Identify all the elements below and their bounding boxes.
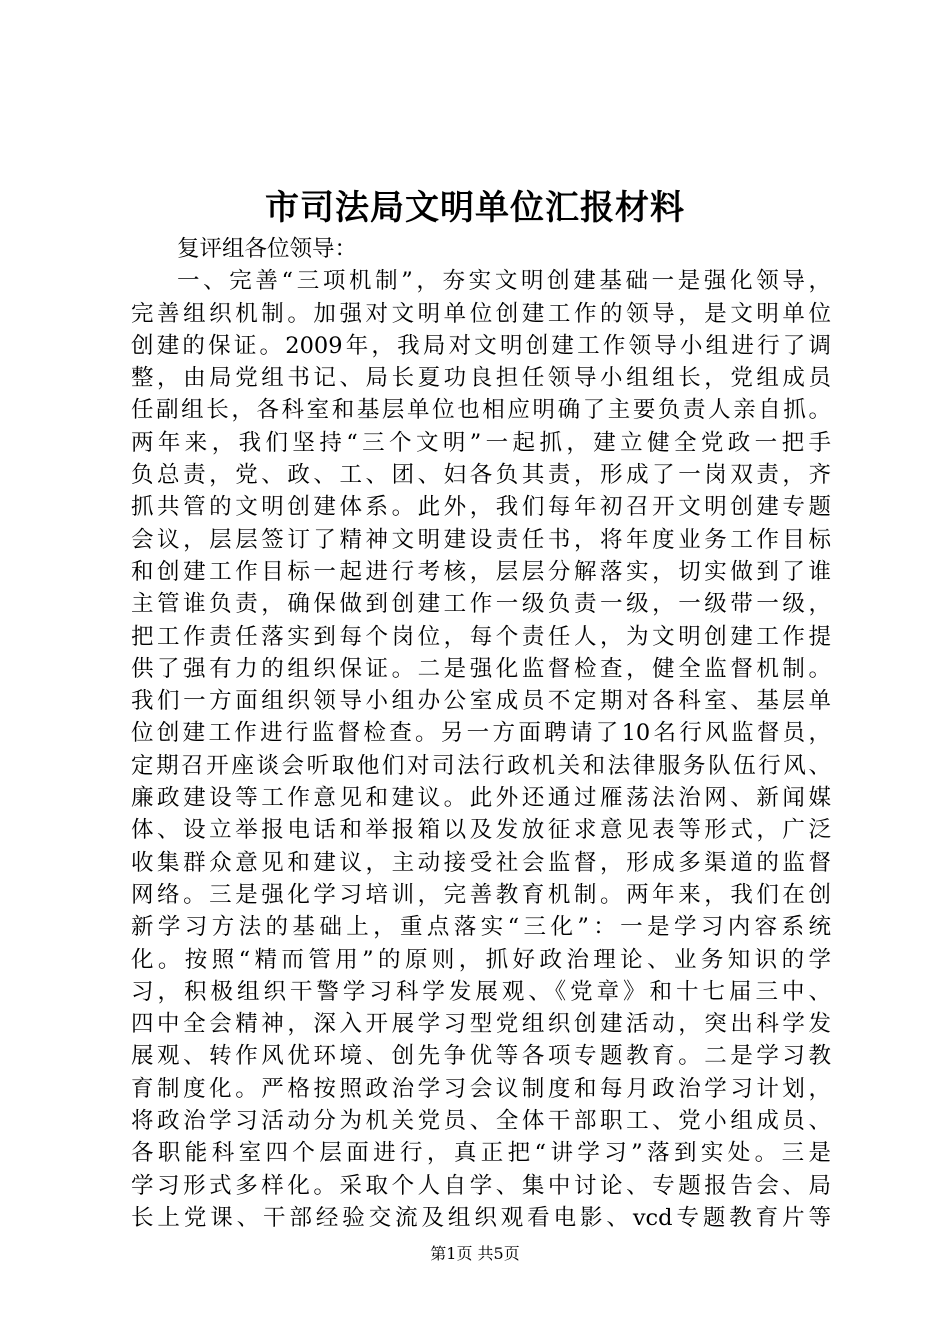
body-line: 我们一方面组织领导小组办公室成员不定期对各科室、基层单 xyxy=(131,688,831,715)
body-line: 收集群众意见和建议，主动接受社会监督，形成多渠道的监督 xyxy=(131,849,831,876)
body-line: 负总责，党、政、工、团、妇各负其责，形成了一岗双责，齐 xyxy=(131,462,831,489)
body-line: 完善组织机制。加强对文明单位创建工作的领导，是文明单位 xyxy=(131,300,831,327)
document-body xyxy=(131,233,831,1234)
body-line: 化。按照“精而管用”的原则，抓好政治理论、业务知识的学 xyxy=(131,946,831,973)
body-line: 供了强有力的组织保证。二是强化监督检查，健全监督机制。 xyxy=(131,655,831,682)
salutation-line: 复评组各位领导： xyxy=(177,236,358,262)
body-line: 廉政建设等工作意见和建议。此外还通过雁荡法治网、新闻媒 xyxy=(131,785,831,812)
body-line: 和创建工作目标一起进行考核，层层分解落实，切实做到了谁 xyxy=(131,558,831,585)
body-line: 将政治学习活动分为机关党员、全体干部职工、党小组成员、 xyxy=(131,1108,831,1135)
body-line: 会议，层层签订了精神文明建设责任书，将年度业务工作目标 xyxy=(131,526,831,553)
body-line: 把工作责任落实到每个岗位，每个责任人，为文明创建工作提 xyxy=(131,623,831,650)
body-line: 位创建工作进行监督检查。另一方面聘请了10名行风监督员， xyxy=(131,720,831,747)
body-line: 四中全会精神，深入开展学习型党组织创建活动，突出科学发 xyxy=(131,1011,831,1038)
body-line: 新学习方法的基础上，重点落实“三化”：一是学习内容系统 xyxy=(131,914,831,941)
body-line: 长上党课、干部经验交流及组织观看电影、vcd专题教育片等 xyxy=(131,1204,831,1231)
body-line: 主管谁负责，确保做到创建工作一级负责一级，一级带一级， xyxy=(131,591,831,618)
body-line: 习，积极组织干警学习科学发展观、《党章》和十七届三中、 xyxy=(131,978,831,1005)
body-line: 一、完善“三项机制”，夯实文明创建基础一是强化领导， xyxy=(177,268,831,295)
page-footer: 第1页 共5页 xyxy=(430,1244,520,1263)
body-line: 定期召开座谈会听取他们对司法行政机关和法律服务队伍行风、 xyxy=(131,752,831,779)
body-line: 育制度化。严格按照政治学习会议制度和每月政治学习计划， xyxy=(131,1075,831,1102)
body-line: 展观、转作风优环境、创先争优等各项专题教育。二是学习教 xyxy=(131,1043,831,1070)
body-line: 任副组长，各科室和基层单位也相应明确了主要负责人亲自抓。 xyxy=(131,397,831,424)
body-line: 创建的保证。2009年，我局对文明创建工作领导小组进行了调 xyxy=(131,332,831,359)
body-line: 两年来，我们坚持“三个文明”一起抓，建立健全党政一把手 xyxy=(131,429,831,456)
body-line: 体、设立举报电话和举报箱以及发放征求意见表等形式，广泛 xyxy=(131,817,831,844)
body-line: 学习形式多样化。采取个人自学、集中讨论、专题报告会、局 xyxy=(131,1172,831,1199)
body-line: 各职能科室四个层面进行，真正把“讲学习”落到实处。三是 xyxy=(131,1140,831,1167)
body-line: 整，由局党组书记、局长夏功良担任领导小组组长，党组成员 xyxy=(131,365,831,392)
body-line: 网络。三是强化学习培训，完善教育机制。两年来，我们在创 xyxy=(131,881,831,908)
body-line: 抓共管的文明创建体系。此外，我们每年初召开文明创建专题 xyxy=(131,494,831,521)
document-title: 市司法局文明单位汇报材料 xyxy=(265,188,685,228)
